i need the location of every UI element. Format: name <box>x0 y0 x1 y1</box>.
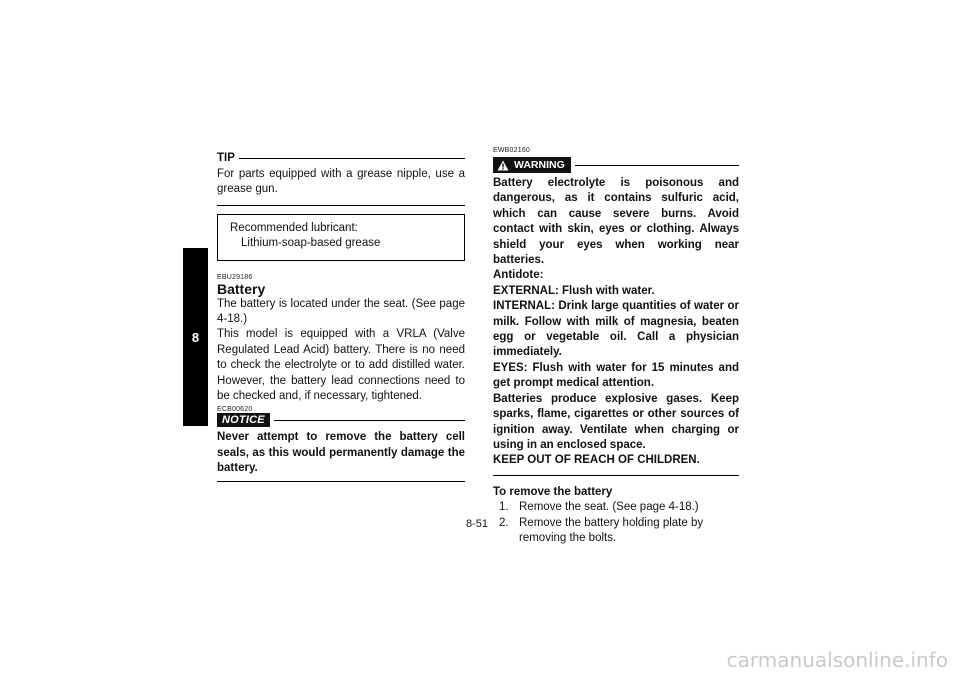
warning-line: EYES: Flush with water for 15 minutes and get prompt medical attention. <box>493 361 739 390</box>
chapter-tab-number: 8 <box>191 329 200 345</box>
procedure-step <box>493 500 739 515</box>
battery-section-code: EBU29186 <box>217 273 253 281</box>
lubricant-label: Recommended lubricant: <box>230 221 358 234</box>
notice-text: Never attempt to remove the battery cell seals, as this would permanently damage the battery. <box>217 431 465 475</box>
warning-code: EWB02160 <box>493 147 531 154</box>
right-column <box>493 147 739 546</box>
notice-rule <box>274 420 465 421</box>
warning-line: Batteries produce explosive gases. Keep sparks, flame, cigarettes or other sources of ignition away. Ventilate when charging or using in an enclosed space. <box>493 392 739 451</box>
tip-label: TIP <box>217 152 235 164</box>
watermark-text: carmanualsonline.info <box>726 648 948 672</box>
recommended-lubricant-box <box>217 214 465 261</box>
step-text: Remove the battery holding plate by removing the bolts. <box>519 516 704 544</box>
procedure-steps <box>493 500 739 546</box>
battery-para-2: This model is equipped with a VRLA (Valve Regulated Lead Acid) battery. There is no need to check the electrolyte or to add distilled water. However, the battery lead connections need to be checked and, if necessary, tightened. <box>217 328 465 403</box>
chapter-tab <box>183 248 208 426</box>
warning-line: Battery electrolyte is poisonous and dangerous, as it contains sulfuric acid, which can cause severe burns. Avoid contact with skin, eyes or clothing. Always shield your eyes when working near batteries. <box>493 177 739 267</box>
notice-badge: NOTICE <box>217 413 270 427</box>
tip-text: For parts equipped with a grease nipple, use a grease gun. <box>217 168 465 196</box>
warning-badge <box>493 157 571 173</box>
warning-triangle-icon <box>497 160 509 171</box>
warning-line: EXTERNAL: Flush with water. <box>493 284 655 297</box>
tip-end-rule <box>217 205 465 206</box>
battery-section-title: Battery <box>217 280 266 297</box>
warning-line: KEEP OUT OF REACH OF CHILDREN. <box>493 454 700 467</box>
notice-header <box>217 413 465 427</box>
step-text: Remove the seat. (See page 4-18.) <box>519 501 699 514</box>
step-number: 1. <box>499 501 509 514</box>
warning-body <box>493 176 739 469</box>
page-number: 8-51 <box>466 518 489 530</box>
tip-rule <box>239 158 465 159</box>
warning-end-rule <box>493 475 739 476</box>
procedure-title: To remove the battery <box>493 485 613 498</box>
lubricant-value: Lithium-soap-based grease <box>241 237 381 250</box>
notice-code: ECB00620 <box>217 406 253 414</box>
warning-label: WARNING <box>514 159 565 171</box>
warning-line: Antidote: <box>493 269 544 282</box>
tip-header <box>217 152 465 164</box>
battery-para-1: The battery is located under the seat. (See page 4-18.) <box>217 297 465 326</box>
warning-header <box>493 157 739 173</box>
warning-rule <box>575 165 739 166</box>
step-number: 2. <box>499 516 509 529</box>
left-column <box>217 152 465 482</box>
warning-line: INTERNAL: Drink large quantities of water or milk. Follow with milk of magnesia, beaten egg or vegetable oil. Call a physician immediately. <box>493 300 739 359</box>
procedure-step <box>493 516 739 547</box>
notice-end-rule <box>217 481 465 482</box>
